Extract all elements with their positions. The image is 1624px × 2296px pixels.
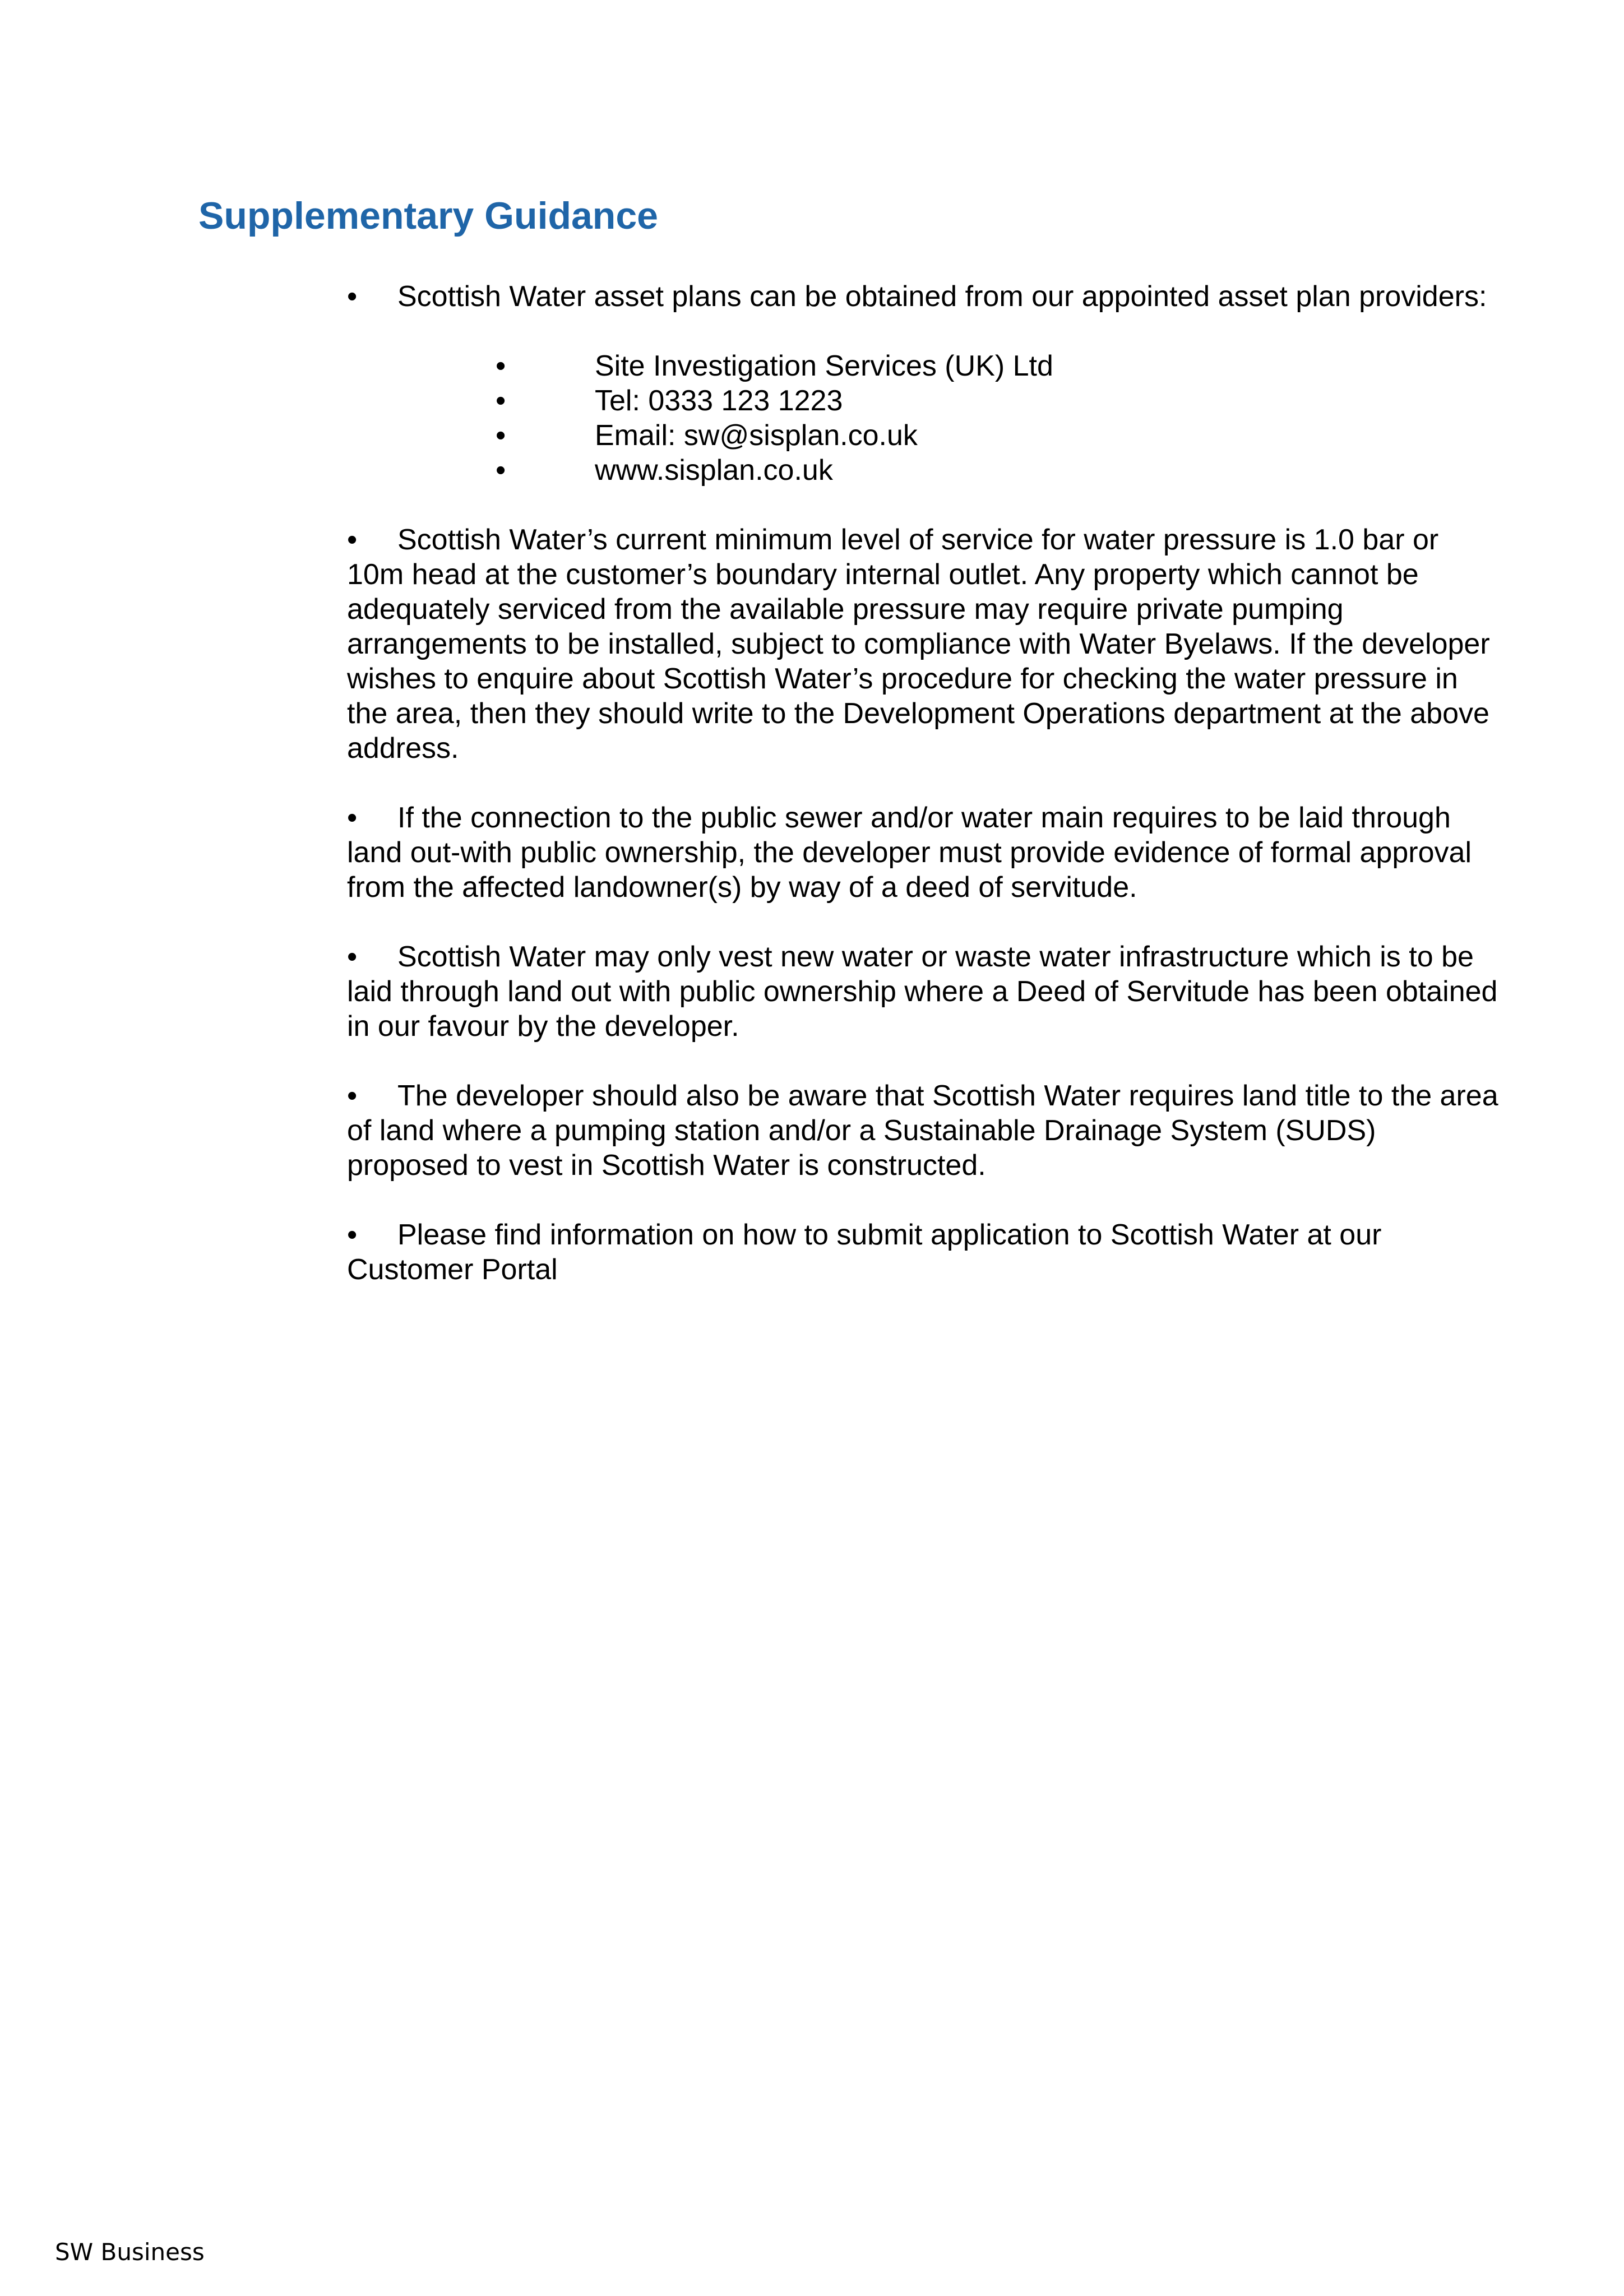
guidance-paragraph-pressure	[347, 522, 1502, 766]
bullet-glyph: •	[347, 280, 358, 313]
bullet-glyph: •	[496, 454, 506, 487]
paragraph-text: The developer should also be aware that Scottish Water requires land title to the area of land where a pumping station and/or a Sustainable Drainage System (SUDS) proposed to vest in Scottish Water is constructed.	[347, 1080, 1498, 1182]
bullet-glyph: •	[347, 1080, 358, 1112]
contact-text: Site Investigation Services (UK) Ltd	[595, 350, 1053, 382]
intro-text: Scottish Water asset plans can be obtained from our appointed asset plan providers:	[397, 280, 1487, 313]
guidance-paragraph-land-title	[347, 1078, 1502, 1183]
page-footer: SW Business	[55, 2238, 205, 2266]
contact-item-website	[347, 453, 1502, 488]
guidance-paragraph-connection	[347, 800, 1502, 905]
intro-paragraph	[347, 279, 1502, 314]
bullet-glyph: •	[496, 419, 506, 452]
paragraph-text: Scottish Water’s current minimum level of service for water pressure is 1.0 bar or 10m head at the customer’s boundary internal outlet. Any property which cannot be adequately serviced from the available pressure may require private pumping arrangements to be installed, subject to compliance with Water Byelaws. If the developer wishes to enquire about Scottish Water’s procedure for checking the water pressure in the area, then they should write to the Development Operations department at the above address.	[347, 524, 1490, 765]
guidance-paragraph-vesting	[347, 939, 1502, 1044]
contact-item-phone	[347, 383, 1502, 418]
bullet-glyph: •	[347, 941, 358, 973]
page-title: Supplementary Guidance	[198, 195, 658, 237]
bullet-glyph: •	[347, 1219, 358, 1251]
contact-text: www.sisplan.co.uk	[595, 454, 833, 487]
bullet-glyph: •	[347, 524, 358, 556]
guidance-paragraph-portal	[347, 1218, 1502, 1287]
contact-text: Email: sw@sisplan.co.uk	[595, 419, 918, 452]
guidance-content	[347, 279, 1502, 1322]
contact-text: Tel: 0333 123 1223	[595, 385, 843, 417]
contact-item-email	[347, 418, 1502, 453]
bullet-glyph: •	[496, 350, 506, 382]
bullet-glyph: •	[496, 385, 506, 417]
paragraph-text: Please find information on how to submit application to Scottish Water at our Customer Portal	[347, 1219, 1382, 1286]
contact-list	[347, 349, 1502, 488]
contact-item-company	[347, 349, 1502, 383]
bullet-glyph: •	[347, 802, 358, 834]
paragraph-text: Scottish Water may only vest new water or waste water infrastructure which is to be laid through land out with public ownership where a Deed of Servitude has been obtained in our favour by the developer.	[347, 941, 1498, 1043]
paragraph-text: If the connection to the public sewer and/or water main requires to be laid through land out-with public ownership, the developer must provide evidence of formal approval from the affected landowner(s) by way of a deed of servitude.	[347, 802, 1472, 904]
